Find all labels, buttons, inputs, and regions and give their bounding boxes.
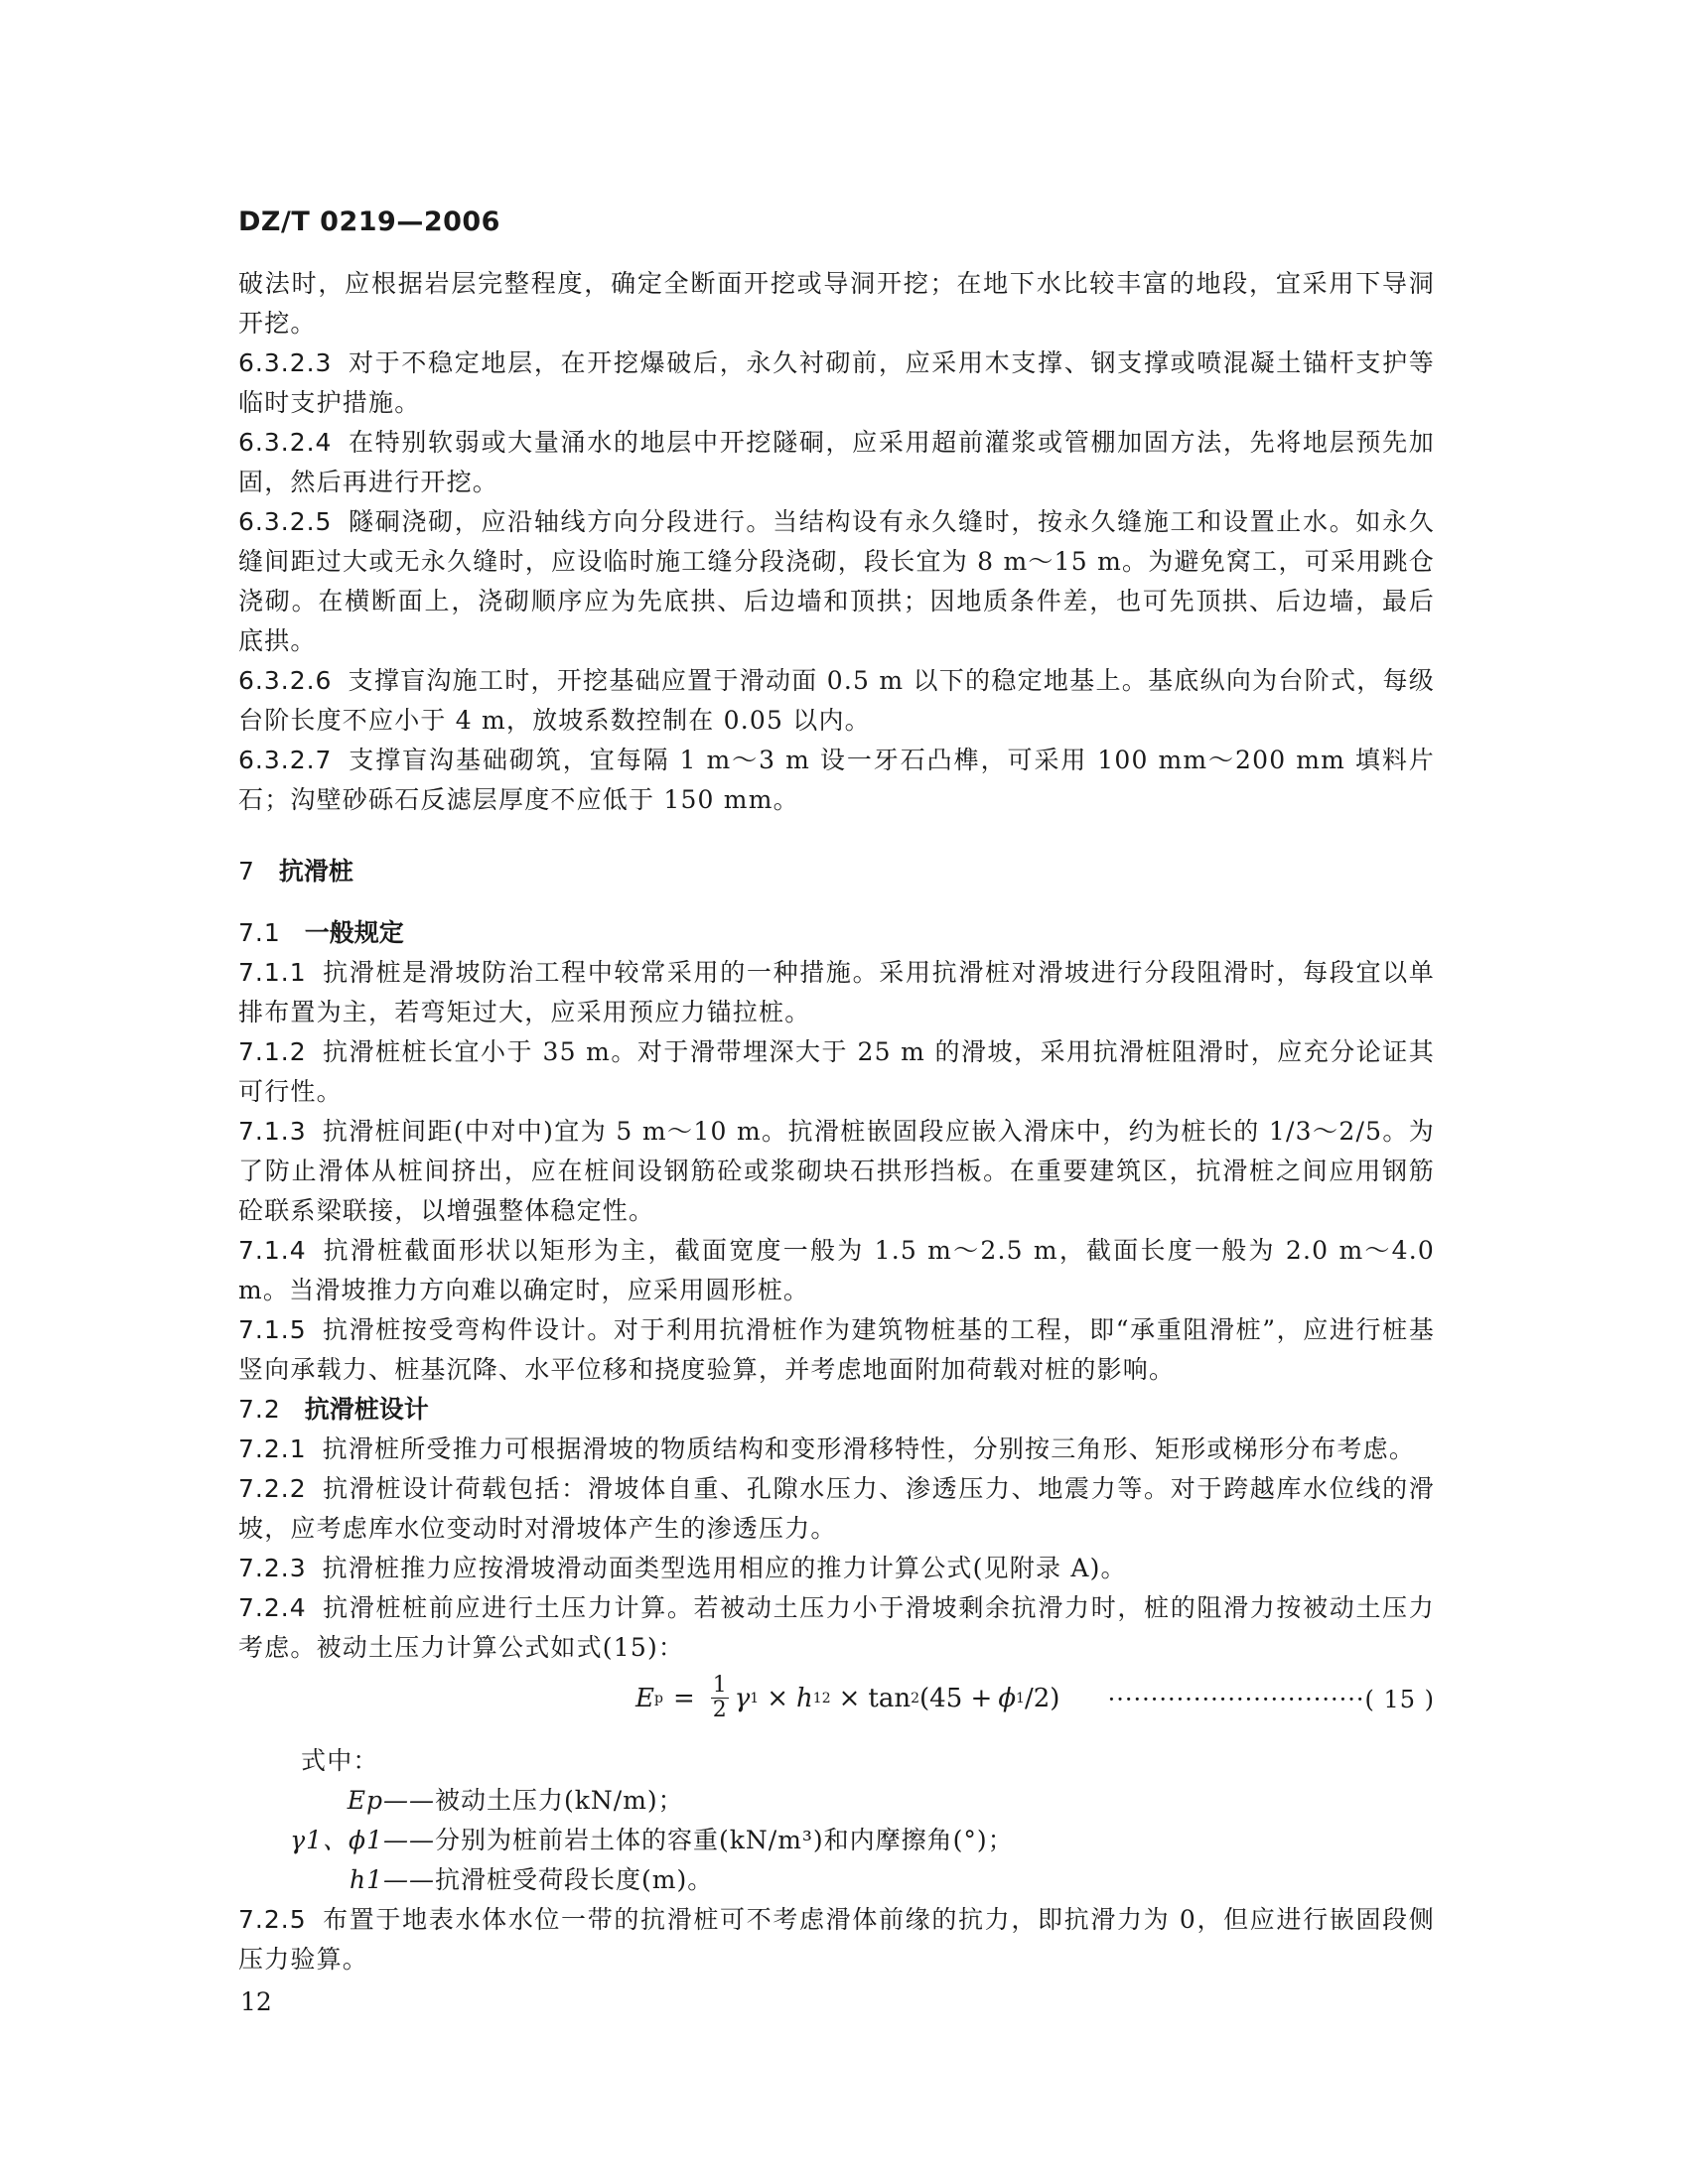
symbol-definitions	[238, 1781, 1435, 1900]
paragraph-7-1-2: 7.1.2 抗滑桩桩长宜小于 35 m。对于滑带埋深大于 25 m 的滑坡，采用抗滑桩阻滑时，应充分论证其可行性。	[238, 1037, 1435, 1106]
equation-body: E p = $\frac{1}{2}$ γ 1 × h 1 2 × tan 2 (45 + ϕ 1 /2)	[635, 1673, 1060, 1722]
paragraph-7-1-3: 7.1.3 抗滑桩间距(中对中)宜为 5 m～10 m。抗滑桩嵌固段应嵌入滑床中，约为桩长的 1/3～2/5。为了防止滑体从桩间挤出，应在桩间设钢筋砼或浆砌块石拱形挡板。在重要建筑区，抗滑桩之间应用钢筋砼联系梁联接，以增强整体稳定性。	[238, 1117, 1435, 1225]
paragraph-7-2-2: 7.2.2 抗滑桩设计荷载包括：滑坡体自重、孔隙水压力、渗透压力、地震力等。对于跨越库水位线的滑坡，应考虑库水位变动时对滑坡体产生的渗透压力。	[238, 1474, 1435, 1543]
paragraph-7-1-5: 7.1.5 抗滑桩按受弯构件设计。对于利用抗滑桩作为建筑物桩基的工程，即“承重阻滑桩”，应进行桩基竖向承载力、桩基沉降、水平位移和挠度验算，并考虑地面附加荷载对桩的影响。	[238, 1315, 1435, 1384]
section-7-2-heading: 7.2 抗滑桩设计	[238, 1395, 429, 1424]
paragraph-7-2-3: 7.2.3 抗滑桩推力应按滑坡滑动面类型选用相应的推力计算公式(见附录 A)。	[238, 1554, 1127, 1582]
paragraph-7-1-1: 7.1.1 抗滑桩是滑坡防治工程中较常采用的一种措施。采用抗滑桩对滑坡进行分段阻滑时，每段宜以单排布置为主，若弯矩过大，应采用预应力锚拉桩。	[238, 958, 1435, 1026]
page-number: 12	[240, 1987, 272, 2016]
page-body	[238, 264, 1435, 1979]
paragraph-6-3-2-6: 6.3.2.6 支撑盲沟施工时，开挖基础应置于滑动面 0.5 m 以下的稳定地基上。基底纵向为台阶式，每级台阶长度不应小于 4 m，放坡系数控制在 0.05 以内。	[238, 666, 1435, 735]
definition-row: h1—— 抗滑桩受荷段长度(m)。	[349, 1865, 714, 1894]
paragraph-7-2-4: 7.2.4 抗滑桩桩前应进行土压力计算。若被动土压力小于滑坡剩余抗滑力时，桩的阻滑力按被动土压力考虑。被动土压力计算公式如式(15)：	[238, 1593, 1435, 1662]
where-label: 式中：	[301, 1746, 379, 1775]
paragraph-6-3-2-4: 6.3.2.4 在特别软弱或大量涌水的地层中开挖隧硐，应采用超前灌浆或管棚加固方法，先将地层预先加固，然后再进行开挖。	[238, 428, 1435, 496]
fraction: $\frac{1}{2}$	[712, 1673, 727, 1722]
paragraph: 破法时，应根据岩层完整程度，确定全断面开挖或导洞开挖；在地下水比较丰富的地段，宜采用下导洞开挖。	[238, 269, 1435, 338]
definition-row: Ep—— 被动土压力(kN/m)；	[347, 1786, 684, 1815]
equation-number: ······························( 15 )	[1107, 1686, 1435, 1713]
paragraph-7-2-1: 7.2.1 抗滑桩所受推力可根据滑坡的物质结构和变形滑移特性，分别按三角形、矩形或梯形分布考虑。	[238, 1434, 1416, 1463]
paragraph-7-1-4: 7.1.4 抗滑桩截面形状以矩形为主，截面宽度一般为 1.5 m～2.5 m，截面长度一般为 2.0 m～4.0 m。当滑坡推力方向难以确定时，应采用圆形桩。	[238, 1236, 1435, 1304]
section-7-heading: 7 抗滑桩	[238, 857, 353, 886]
paragraph-7-2-5: 7.2.5 布置于地表水体水位一带的抗滑桩可不考虑滑体前缘的抗力，即抗滑力为 0，但应进行嵌固段侧压力验算。	[238, 1905, 1435, 1974]
section-7-1-heading: 7.1 一般规定	[238, 918, 404, 947]
paragraph-6-3-2-3: 6.3.2.3 对于不稳定地层，在开挖爆破后，永久衬砌前，应采用木支撑、钢支撑或喷混凝土锚杆支护等临时支护措施。	[238, 348, 1435, 417]
standard-code: DZ/T 0219—2006	[238, 206, 500, 237]
definition-row: γ1、ϕ1—— 分别为桩前岩土体的容重(kN/m³)和内摩擦角(°)；	[290, 1826, 1014, 1854]
equation-15	[238, 1668, 1435, 1741]
paragraph-6-3-2-7: 6.3.2.7 支撑盲沟基础砌筑，宜每隔 1 m～3 m 设一牙石凸榫，可采用 100 mm～200 mm 填料片石；沟壁砂砾石反滤层厚度不应低于 150 mm。	[238, 746, 1435, 814]
paragraph-6-3-2-5: 6.3.2.5 隧硐浇砌，应沿轴线方向分段进行。当结构设有永久缝时，按永久缝施工和设置止水。如永久缝间距过大或无永久缝时，应设临时施工缝分段浇砌，段长宜为 8 m～15 m。为避免窝工，可采用跳仓浇砌。在横断面上，浇砌顺序应为先底拱、后边墙和顶拱；因地质条件差，也可先顶拱、后边墙，最后底拱。	[238, 507, 1435, 655]
section-6-paragraphs	[238, 264, 1435, 820]
